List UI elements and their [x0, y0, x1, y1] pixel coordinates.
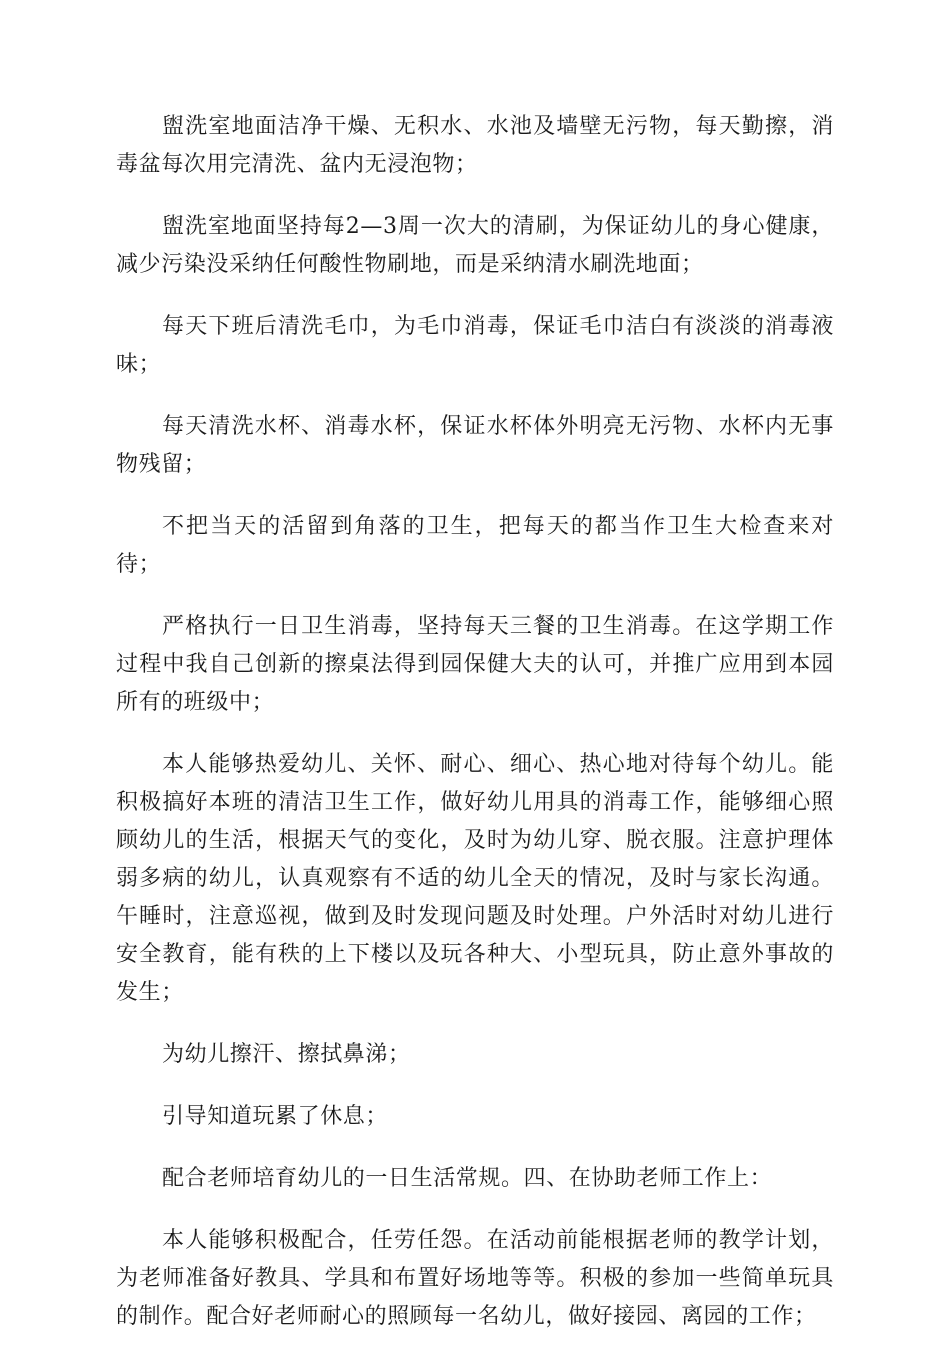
paragraph-meal-disinfection: 严格执行一日卫生消毒，坚持每天三餐的卫生消毒。在这学期工作过程中我自己创新的擦桌法得到园保健大夫的认可，并推广应用到本园所有的班级中； — [116, 614, 834, 715]
paragraph-rest-guidance: 引导知道玩累了休息； — [162, 1104, 389, 1129]
paragraph-wipe-sweat: 为幼儿擦汗、擦拭鼻涕； — [162, 1042, 411, 1067]
paragraph-washroom-cleanliness: 盥洗室地面洁净干燥、无积水、水池及墙壁无污物，每天勤擦，消毒盆每次用完清洗、盆内无浸泡物； — [116, 114, 834, 177]
paragraph-child-care: 本人能够热爱幼儿、关怀、耐心、细心、热心地对待每个幼儿。能积极搞好本班的清洁卫生工作，做好幼儿用具的消毒工作，能够细心照顾幼儿的生活，根据天气的变化，及时为幼儿穿、脱衣服。注意护理体弱多病的幼儿，认真观察有不适的幼儿全天的情况，及时与家长沟通。午睡时，注意巡视，做到及时发现问题及时处理。户外活时对幼儿进行安全教育，能有秩的上下楼以及玩各种大、小型玩具，防止意外事故的发生； — [116, 752, 834, 1005]
paragraph-towel-disinfection: 每天下班后清洗毛巾，为毛巾消毒，保证毛巾洁白有淡淡的消毒液味； — [116, 314, 834, 377]
paragraph-cup-cleaning: 每天清洗水杯、消毒水杯，保证水杯体外明亮无污物、水杯内无事物残留； — [116, 414, 834, 477]
paragraph-daily-routine: 配合老师培育幼儿的一日生活常规。四、在协助老师工作上： — [162, 1166, 773, 1191]
document-body — [116, 108, 834, 1360]
paragraph-daily-hygiene: 不把当天的活留到角落的卫生，把每天的都当作卫生大检查来对待； — [116, 514, 834, 577]
paragraph-floor-scrubbing: 盥洗室地面坚持每2—3周一次大的清刷，为保证幼儿的身心健康，减少污染没采纳任何酸性物刷地，而是采纳清水刷洗地面； — [116, 214, 834, 277]
paragraph-assist-teacher: 本人能够积极配合，任劳任怨。在活动前能根据老师的教学计划，为老师准备好教具、学具和布置好场地等等。积极的参加一些简单玩具的制作。配合好老师耐心的照顾每一名幼儿，做好接园、离园的工作； — [116, 1228, 834, 1329]
